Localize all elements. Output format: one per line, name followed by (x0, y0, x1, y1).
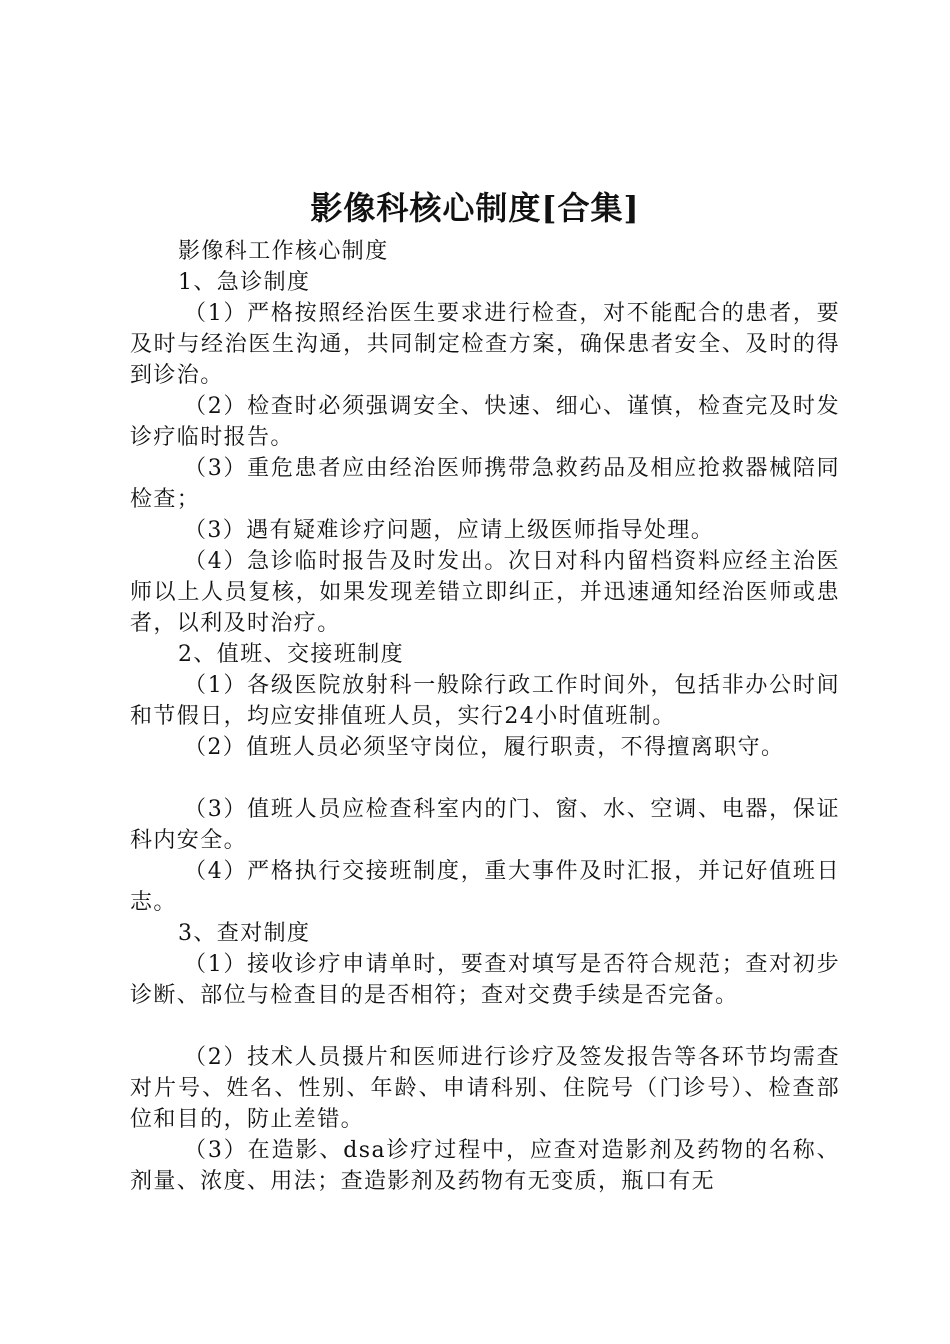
paragraph-3-2: （2）技术人员摄片和医师进行诊疗及签发报告等各环节均需查对片号、姓名、性别、年龄、申请科别、住院号（门诊号）、检查部位和目的，防止差错。 (130, 1045, 840, 1132)
paragraph-2-2: （2）值班人员必须坚守岗位，履行职责，不得擅离职守。 (184, 735, 785, 760)
document-title: 影像科核心制度[合集] (310, 189, 640, 227)
section-heading-1: 1、急诊制度 (178, 270, 311, 295)
paragraph-1-2: （2）检查时必须强调安全、快速、细心、谨慎，检查完及时发诊疗临时报告。 (130, 394, 840, 450)
paragraph-2-4: （4）严格执行交接班制度，重大事件及时汇报，并记好值班日志。 (130, 859, 840, 915)
paragraph-1-3b: （3）遇有疑难诊疗问题，应请上级医师指导处理。 (184, 518, 715, 543)
section-title: 影像科工作核心制度 (178, 239, 389, 264)
section-heading-2: 2、值班、交接班制度 (178, 642, 404, 667)
document-body (130, 236, 840, 1197)
paragraph-2-3: （3）值班人员应检查科室内的门、窗、水、空调、电器，保证科内安全。 (130, 797, 840, 853)
paragraph-3-3: （3）在造影、dsa诊疗过程中，应查对造影剂及药物的名称、剂量、浓度、用法；查造影剂及药物有无变质，瓶口有无 (130, 1138, 840, 1194)
paragraph-3-1: （1）接收诊疗申请单时，要查对填写是否符合规范；查对初步诊断、部位与检查目的是否相符；查对交费手续是否完备。 (130, 952, 840, 1008)
paragraph-1-3: （3）重危患者应由经治医师携带急救药品及相应抢救器械陪同检查； (130, 456, 840, 512)
paragraph-2-1: （1）各级医院放射科一般除行政工作时间外，包括非办公时间和节假日，均应安排值班人员，实行24小时值班制。 (130, 673, 840, 729)
section-heading-3: 3、查对制度 (178, 921, 311, 946)
paragraph-1-4: （4）急诊临时报告及时发出。次日对科内留档资料应经主治医师以上人员复核，如果发现差错立即纠正，并迅速通知经治医师或患者，以利及时治疗。 (130, 549, 840, 636)
paragraph-1-1: （1）严格按照经治医生要求进行检查，对不能配合的患者，要及时与经治医生沟通，共同制定检查方案，确保患者安全、及时的得到诊治。 (130, 301, 840, 388)
